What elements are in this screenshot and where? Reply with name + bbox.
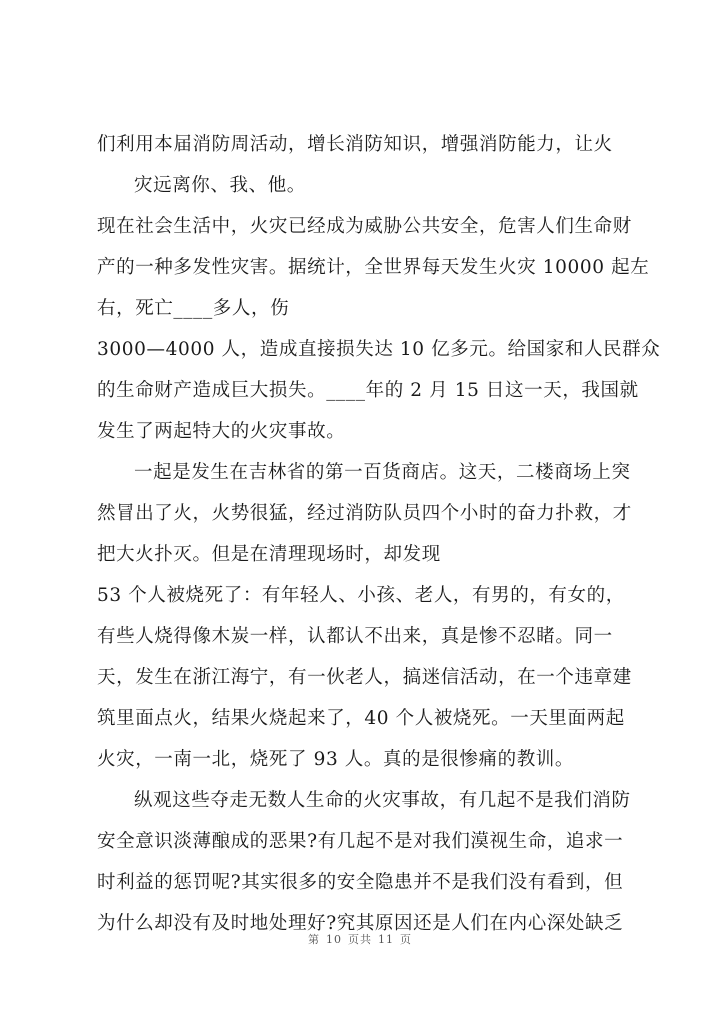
footer-page-number: 10 (326, 933, 342, 946)
text-line: 现在社会生活中，火灾已经成为威胁公共安全，危害人们生命财 (97, 216, 632, 237)
text-line: 为什么却没有及时地处理好?究其原因还是人们在内心深处缺乏 (97, 913, 624, 934)
footer-page-label: 第 (308, 933, 320, 946)
text-line: 3000—4000 人，造成直接损失达 10 亿多元。给国家和人民群众 (97, 339, 661, 360)
text-line: 把大火扑灭。但是在清理现场时，却发现 (97, 544, 441, 565)
text-line: 产的一种多发性灾害。据统计，全世界每天发生火灾 10000 起左 (97, 257, 650, 278)
text-line: 的生命财产造成巨大损失。____年的 2 月 15 日这一天，我国就 (97, 380, 639, 401)
text-line: 灾远离你、我、他。 (134, 175, 306, 196)
text-line: 安全意识淡薄酿成的恶果?有几起不是对我们漠视生命，追求一 (97, 831, 624, 852)
text-line: 时利益的惩罚呢?其实很多的安全隐患并不是我们没有看到，但 (97, 872, 624, 893)
text-line: 然冒出了火，火势很猛，经过消防队员四个小时的奋力扑救，才 (97, 503, 632, 524)
text-line: 53 个人被烧死了：有年轻人、小孩、老人，有男的，有女的， (97, 585, 625, 606)
footer-total-pages: 11 (378, 933, 394, 946)
text-line: 右，死亡____多人，伤 (97, 298, 290, 319)
text-line: 们利用本届消防周活动，增长消防知识，增强消防能力，让火 (97, 134, 613, 155)
text-line: 天，发生在浙江海宁，有一伙老人，搞迷信活动，在一个违章建 (97, 667, 632, 688)
text-line: 筑里面点火，结果火烧起来了，40 个人被烧死。一天里面两起 (97, 708, 625, 729)
text-line: 纵观这些夺走无数人生命的火灾事故，有几起不是我们消防 (134, 790, 631, 811)
text-line: 一起是发生在吉林省的第一百货商店。这天，二楼商场上突 (134, 462, 631, 483)
text-line: 火灾，一南一北，烧死了 93 人。真的是很惨痛的教训。 (97, 749, 575, 770)
footer-page-of: 页共 (348, 933, 372, 946)
text-line: 有些人烧得像木炭一样，认都认不出来，真是惨不忍睹。同一 (97, 626, 613, 647)
footer-page-suffix: 页 (400, 933, 412, 946)
text-line: 发生了两起特大的火灾事故。 (97, 421, 346, 442)
page-number-footer (0, 931, 720, 947)
